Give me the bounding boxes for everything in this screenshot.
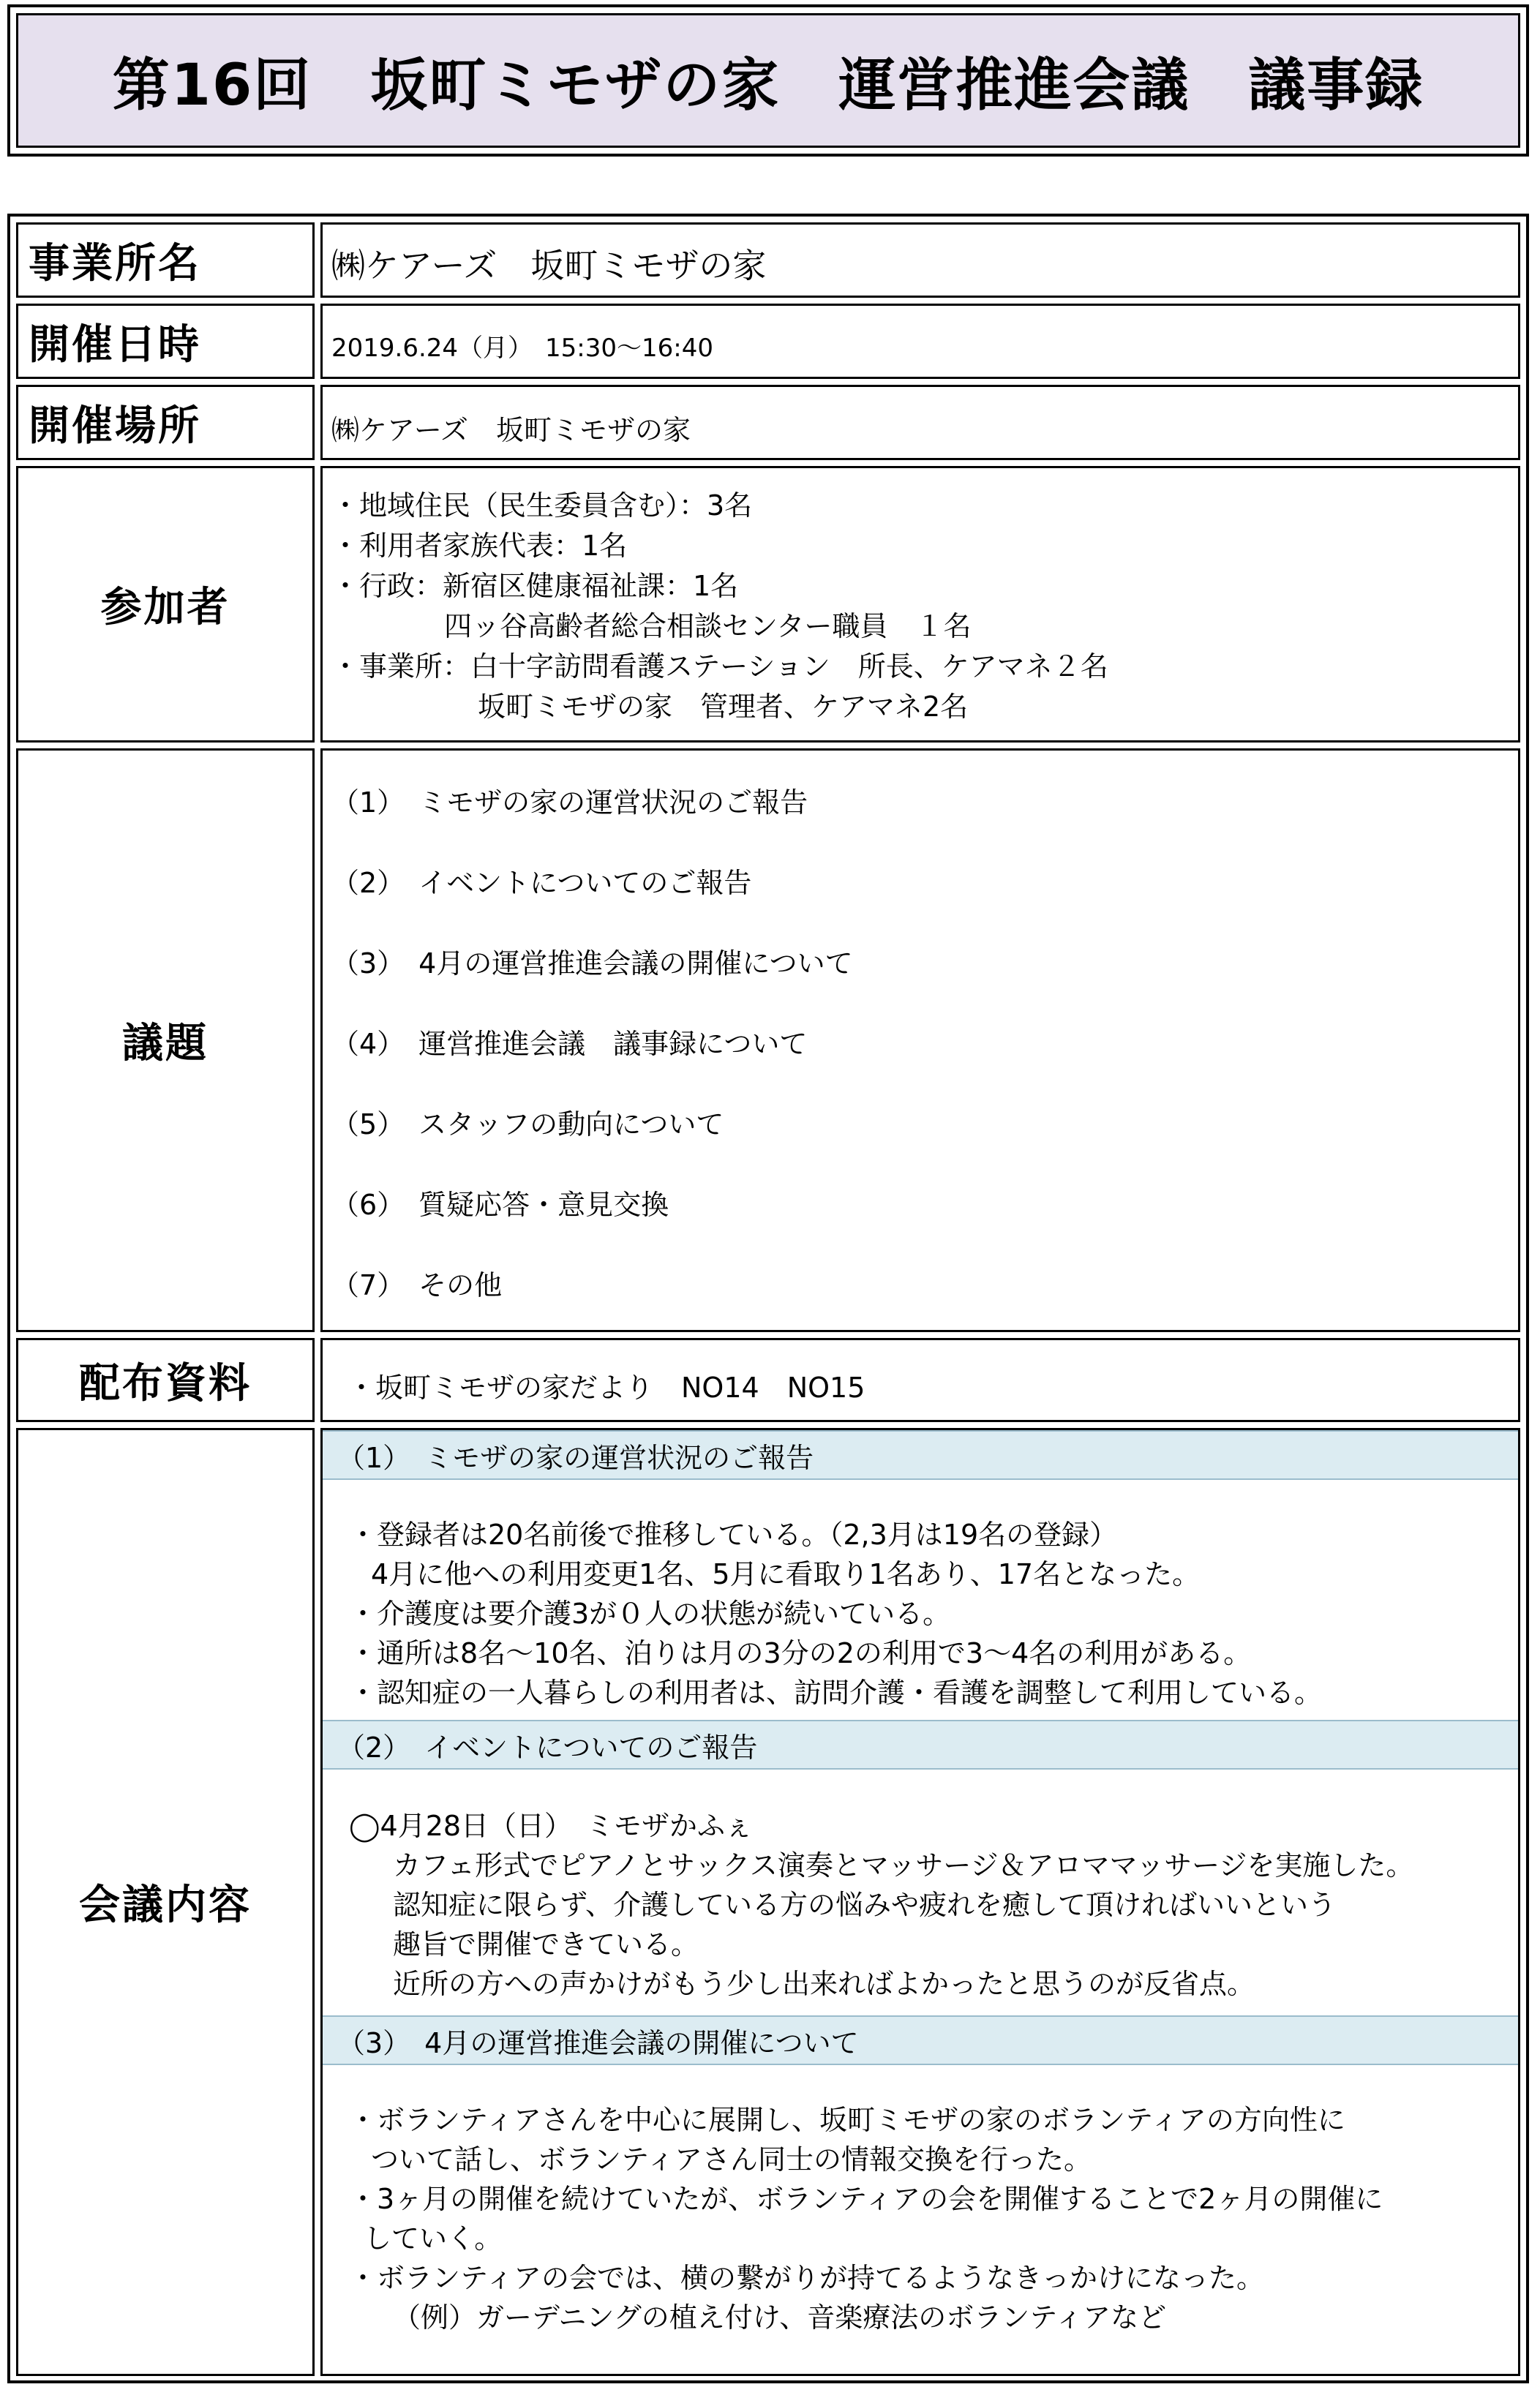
title-box	[7, 4, 1529, 157]
section-2-heading: （2） イベントについてのご報告	[337, 1731, 758, 1764]
participants-line: ・事業所：白十字訪問看護ステーション 所長、ケアマネ２名	[331, 650, 1108, 683]
agenda-item: （3） 4月の運営推進会議の開催について	[331, 947, 853, 980]
datetime-value-cell	[320, 304, 1520, 379]
datetime-label-cell	[16, 304, 315, 379]
materials-value: ・坂町ミモザの家だより NO14 NO15	[348, 1372, 865, 1404]
datetime-value: 2019.6.24（月） 15:30～16:40	[331, 334, 714, 363]
content-label: 会議内容	[79, 1882, 252, 1929]
participants-line: ・利用者家族代表：1名	[331, 530, 628, 562]
venue-label-cell	[16, 385, 315, 460]
participants-label-cell	[16, 466, 315, 743]
content-section-heading	[323, 1430, 1518, 1480]
agenda-item: （6） 質疑応答・意見交換	[331, 1189, 669, 1221]
agenda-item: （2） イベントについてのご報告	[331, 867, 752, 899]
content-section-heading	[323, 1720, 1518, 1770]
participants-value-cell	[320, 466, 1520, 743]
section-3-heading: （3） 4月の運営推進会議の開催について	[337, 2026, 859, 2059]
section-3-line: ・ボランティアさんを中心に展開し、坂町ミモザの家のボランティアの方向性に	[349, 2104, 1345, 2136]
section-1-line: 4月に他への利用変更1名、5月に看取り1名あり、17名となった。	[371, 1558, 1201, 1590]
agenda-item: （5） スタッフの動向について	[331, 1108, 724, 1140]
agenda-label-cell	[16, 748, 315, 1332]
section-2-line: 認知症に限らず、介護している方の悩みや疲れを癒して頂ければいいという	[393, 1889, 1336, 1921]
venue-value: ㈱ケアーズ 坂町ミモザの家	[331, 414, 691, 446]
section-1-line: ・介護度は要介護3が０人の状態が続いている。	[349, 1598, 951, 1630]
office-value-cell	[320, 222, 1520, 298]
section-1-line: ・認知症の一人暮らしの利用者は、訪問介護・看護を調整して利用している。	[349, 1677, 1323, 1709]
participants-line: ・地域住民（民生委員含む）：3名	[331, 489, 753, 522]
section-3-line: （例）ガーデニングの植え付け、音楽療法のボランティアなど	[393, 2301, 1167, 2334]
office-label: 事業所名	[29, 239, 201, 287]
minutes-table	[7, 214, 1529, 2383]
section-2-line: 趣旨で開催できている。	[393, 1928, 699, 1961]
content-section-heading	[323, 2015, 1518, 2065]
content-value-cell	[320, 1428, 1520, 2376]
page-title: 第16回 坂町ミモザの家 運営推進会議 議事録	[112, 53, 1424, 119]
participants-label: 参加者	[100, 584, 230, 631]
participants-line: 四ッ谷高齢者総合相談センター職員 １名	[444, 610, 972, 642]
agenda-item: （7） その他	[331, 1269, 503, 1301]
content-label-cell	[16, 1428, 315, 2376]
agenda-item: （4） 運営推進会議 議事録について	[331, 1028, 808, 1060]
materials-label: 配布資料	[79, 1359, 252, 1407]
office-value: ㈱ケアーズ 坂町ミモザの家	[331, 246, 767, 285]
venue-value-cell	[320, 385, 1520, 460]
section-3-line: ・ボランティアの会では、横の繋がりが持てるようなきっかけになった。	[349, 2262, 1264, 2294]
section-1-heading: （1） ミモザの家の運営状況のご報告	[337, 1441, 814, 1474]
title-inner	[16, 13, 1520, 148]
section-2-line: 近所の方への声かけがもう少し出来ればよかったと思うのが反省点。	[393, 1968, 1255, 2000]
agenda-label: 議題	[122, 1020, 209, 1067]
agenda-item: （1） ミモザの家の運営状況のご報告	[331, 786, 808, 819]
section-1-line: ・通所は8名～10名、泊りは月の3分の2の利用で3～4名の利用がある。	[349, 1637, 1252, 1669]
section-1-line: ・登録者は20名前後で推移している。（2,3月は19名の登録）	[349, 1519, 1118, 1551]
datetime-label: 開催日時	[29, 320, 201, 369]
materials-value-cell	[320, 1338, 1520, 1422]
section-2-line: ◯4月28日（日） ミモザかふぇ	[349, 1810, 754, 1842]
agenda-value-cell	[320, 748, 1520, 1332]
section-2-line: カフェ形式でピアノとサックス演奏とマッサージ＆アロママッサージを実施した。	[393, 1849, 1414, 1882]
office-label-cell	[16, 222, 315, 298]
participants-line: 坂町ミモザの家 管理者、ケアマネ2名	[478, 691, 969, 723]
participants-line: ・行政：新宿区健康福祉課：1名	[331, 570, 739, 602]
materials-label-cell	[16, 1338, 315, 1422]
venue-label: 開催場所	[29, 402, 201, 450]
section-3-line: ・3ヶ月の開催を続けていたが、ボランティアの会を開催することで2ヶ月の開催に	[349, 2183, 1383, 2215]
section-3-line: していく。	[364, 2222, 503, 2255]
section-3-line: ついて話し、ボランティアさん同士の情報交換を行った。	[371, 2143, 1092, 2176]
